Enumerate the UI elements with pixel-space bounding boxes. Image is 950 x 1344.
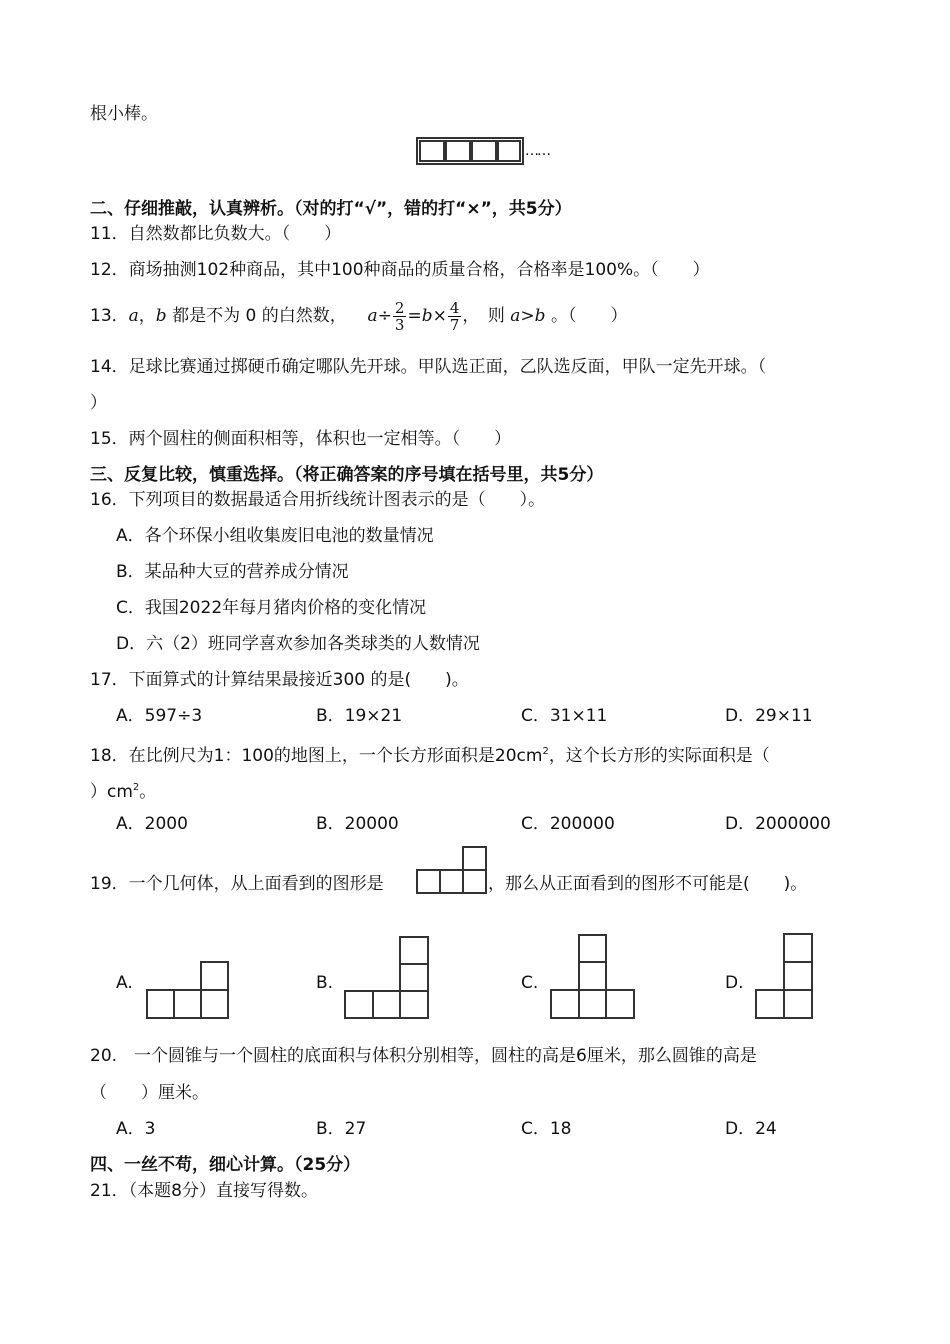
q18-option-b: B．20000 bbox=[316, 814, 399, 834]
continued-text: 根小棒。 bbox=[90, 104, 158, 124]
q20-option-c: C．18 bbox=[521, 1119, 572, 1139]
front-view-square bbox=[579, 962, 606, 990]
stick-square-2 bbox=[446, 141, 470, 161]
fraction-denominator: 3 bbox=[394, 315, 405, 334]
question-15: 15．两个圆柱的侧面积相等，体积也一定相等。（ ） bbox=[90, 429, 512, 449]
front-view-square bbox=[756, 990, 784, 1018]
q17-option-c: C．31×11 bbox=[521, 706, 608, 726]
stick-square-3 bbox=[472, 141, 496, 161]
section3-heading: 三、反复比较，慎重选择。（将正确答案的序号填在括号里，共5分） bbox=[90, 465, 604, 485]
q13-expr-a: a bbox=[367, 306, 378, 326]
question-16: 16．下列项目的数据最适合用折线统计图表示的是（ ）。 bbox=[90, 490, 546, 510]
q18-option-d: D．2000000 bbox=[725, 814, 831, 834]
q19-option-b-figure bbox=[344, 934, 430, 1020]
front-view-square bbox=[174, 990, 201, 1018]
q18-option-c: C．200000 bbox=[521, 814, 615, 834]
q19-option-a-figure bbox=[146, 960, 230, 1020]
question-14-line2: ） bbox=[90, 393, 107, 413]
question-17: 17．下面算式的计算结果最接近300 的是( )。 bbox=[90, 670, 469, 690]
top-view-square bbox=[463, 870, 486, 893]
q16-option-b: B．某品种大豆的营养成分情况 bbox=[116, 562, 349, 582]
q17-option-b: B．19×21 bbox=[316, 706, 403, 726]
question-20-line1: 20. 一个圆锥与一个圆柱的底面积与体积分别相等，圆柱的高是6厘米，那么圆锥的高是 bbox=[90, 1046, 757, 1066]
question-13 bbox=[90, 293, 627, 339]
front-view-square bbox=[400, 991, 428, 1018]
section4-heading: 四、一丝不苟，细心计算。（25分） bbox=[90, 1155, 361, 1175]
q13-fraction-4-7 bbox=[448, 300, 462, 333]
question-19-start: 19．一个几何体，从上面看到的图形是 bbox=[90, 874, 384, 894]
question-21: 21．（本题8分）直接写得数。 bbox=[90, 1181, 318, 1201]
stick-square-1 bbox=[420, 141, 444, 161]
question-11: 11．自然数都比负数大。（ ） bbox=[90, 224, 342, 244]
q13-condition: 都是不为 0 的白然数， bbox=[172, 306, 347, 326]
q18-text: 18．在比例尺为1：100的地图上，一个长方形面积是20cm bbox=[90, 746, 543, 766]
front-view-square bbox=[147, 990, 174, 1018]
front-view-square bbox=[579, 935, 606, 962]
q19-option-d-figure bbox=[755, 932, 815, 1020]
q13-equals-sign: = bbox=[407, 306, 422, 326]
front-view-square bbox=[784, 990, 812, 1018]
front-view-square bbox=[400, 937, 428, 964]
front-view-square bbox=[784, 962, 812, 990]
front-view-square bbox=[606, 990, 634, 1018]
front-view-square bbox=[373, 991, 400, 1018]
q17-option-d: D．29×11 bbox=[725, 706, 813, 726]
q19-option-c-label: C. bbox=[521, 973, 539, 993]
q13-divide-sign: ÷ bbox=[377, 306, 392, 326]
q19-option-d-label: D. bbox=[725, 973, 744, 993]
q16-option-d: D．六（2）班同学喜欢参加各类球类的人数情况 bbox=[116, 634, 480, 654]
q18-option-a: A．2000 bbox=[116, 814, 188, 834]
q13-comparison: a>b bbox=[510, 306, 546, 326]
q13-answer-bracket: 。（ ） bbox=[550, 306, 628, 326]
front-view-square bbox=[400, 964, 428, 991]
q16-option-a: A．各个环保小组收集废旧电池的数量情况 bbox=[116, 526, 434, 546]
q18-superscript: 2 bbox=[542, 746, 549, 757]
q20-option-d: D．24 bbox=[725, 1119, 777, 1139]
fraction-numerator: 4 bbox=[449, 298, 460, 317]
question-14-line1: 14．足球比赛通过掷硬币确定哪队先开球。甲队选正面，乙队选反面，甲队一定先开球。（ bbox=[90, 357, 767, 377]
q13-comma: ， bbox=[138, 306, 156, 326]
q13-then: ， 则 bbox=[462, 306, 505, 326]
q20-option-a: A．3 bbox=[116, 1119, 156, 1139]
q13-fraction-2-3 bbox=[393, 300, 407, 333]
q18-text-tail: ，这个长方形的实际面积是（ bbox=[548, 746, 770, 766]
question-19-end: ，那么从正面看到的图形不可能是( )。 bbox=[488, 874, 808, 894]
front-view-square bbox=[201, 990, 228, 1018]
top-view-square bbox=[417, 870, 440, 893]
q20-option-b: B．27 bbox=[316, 1119, 367, 1139]
front-view-square bbox=[201, 962, 228, 990]
q16-option-c: C．我国2022年每月猪肉价格的变化情况 bbox=[116, 598, 427, 618]
front-view-square bbox=[345, 991, 373, 1018]
q13-expr-b: b bbox=[421, 306, 433, 326]
sticks-figure bbox=[416, 137, 526, 167]
q13-number: 13． bbox=[90, 306, 129, 326]
q17-option-a: A．597÷3 bbox=[116, 706, 203, 726]
q13-var-b: b bbox=[155, 306, 167, 326]
fraction-denominator: 7 bbox=[449, 315, 460, 334]
question-18-line1 bbox=[90, 741, 770, 767]
q18-unit: ）cm bbox=[90, 782, 133, 802]
fraction-numerator: 2 bbox=[394, 298, 405, 317]
front-view-square bbox=[784, 934, 812, 962]
q13-var-a: a bbox=[128, 306, 139, 326]
question-20-line2: （ ）厘米。 bbox=[90, 1083, 209, 1103]
section2-heading: 二、仔细推敲，认真辨析。（对的打“√”，错的打“×”，共5分） bbox=[90, 199, 572, 219]
top-view-square bbox=[463, 847, 486, 870]
q19-top-view bbox=[416, 845, 488, 895]
q19-option-a-label: A. bbox=[116, 973, 133, 993]
question-18-line2 bbox=[90, 777, 156, 803]
sticks-ellipsis: …… bbox=[525, 143, 549, 159]
front-view-square bbox=[579, 990, 606, 1018]
q18-unit-superscript: 2 bbox=[132, 782, 140, 793]
question-12: 12．商场抽测102种商品，其中100种商品的质量合格，合格率是100%。（ ） bbox=[90, 260, 710, 280]
stick-square-4 bbox=[498, 141, 520, 161]
q13-times-sign: × bbox=[432, 306, 447, 326]
q18-period: 。 bbox=[139, 782, 157, 802]
front-view-square bbox=[551, 990, 579, 1018]
top-view-square bbox=[440, 870, 463, 893]
q19-option-b-label: B. bbox=[316, 973, 334, 993]
q19-option-c-figure bbox=[550, 933, 636, 1020]
